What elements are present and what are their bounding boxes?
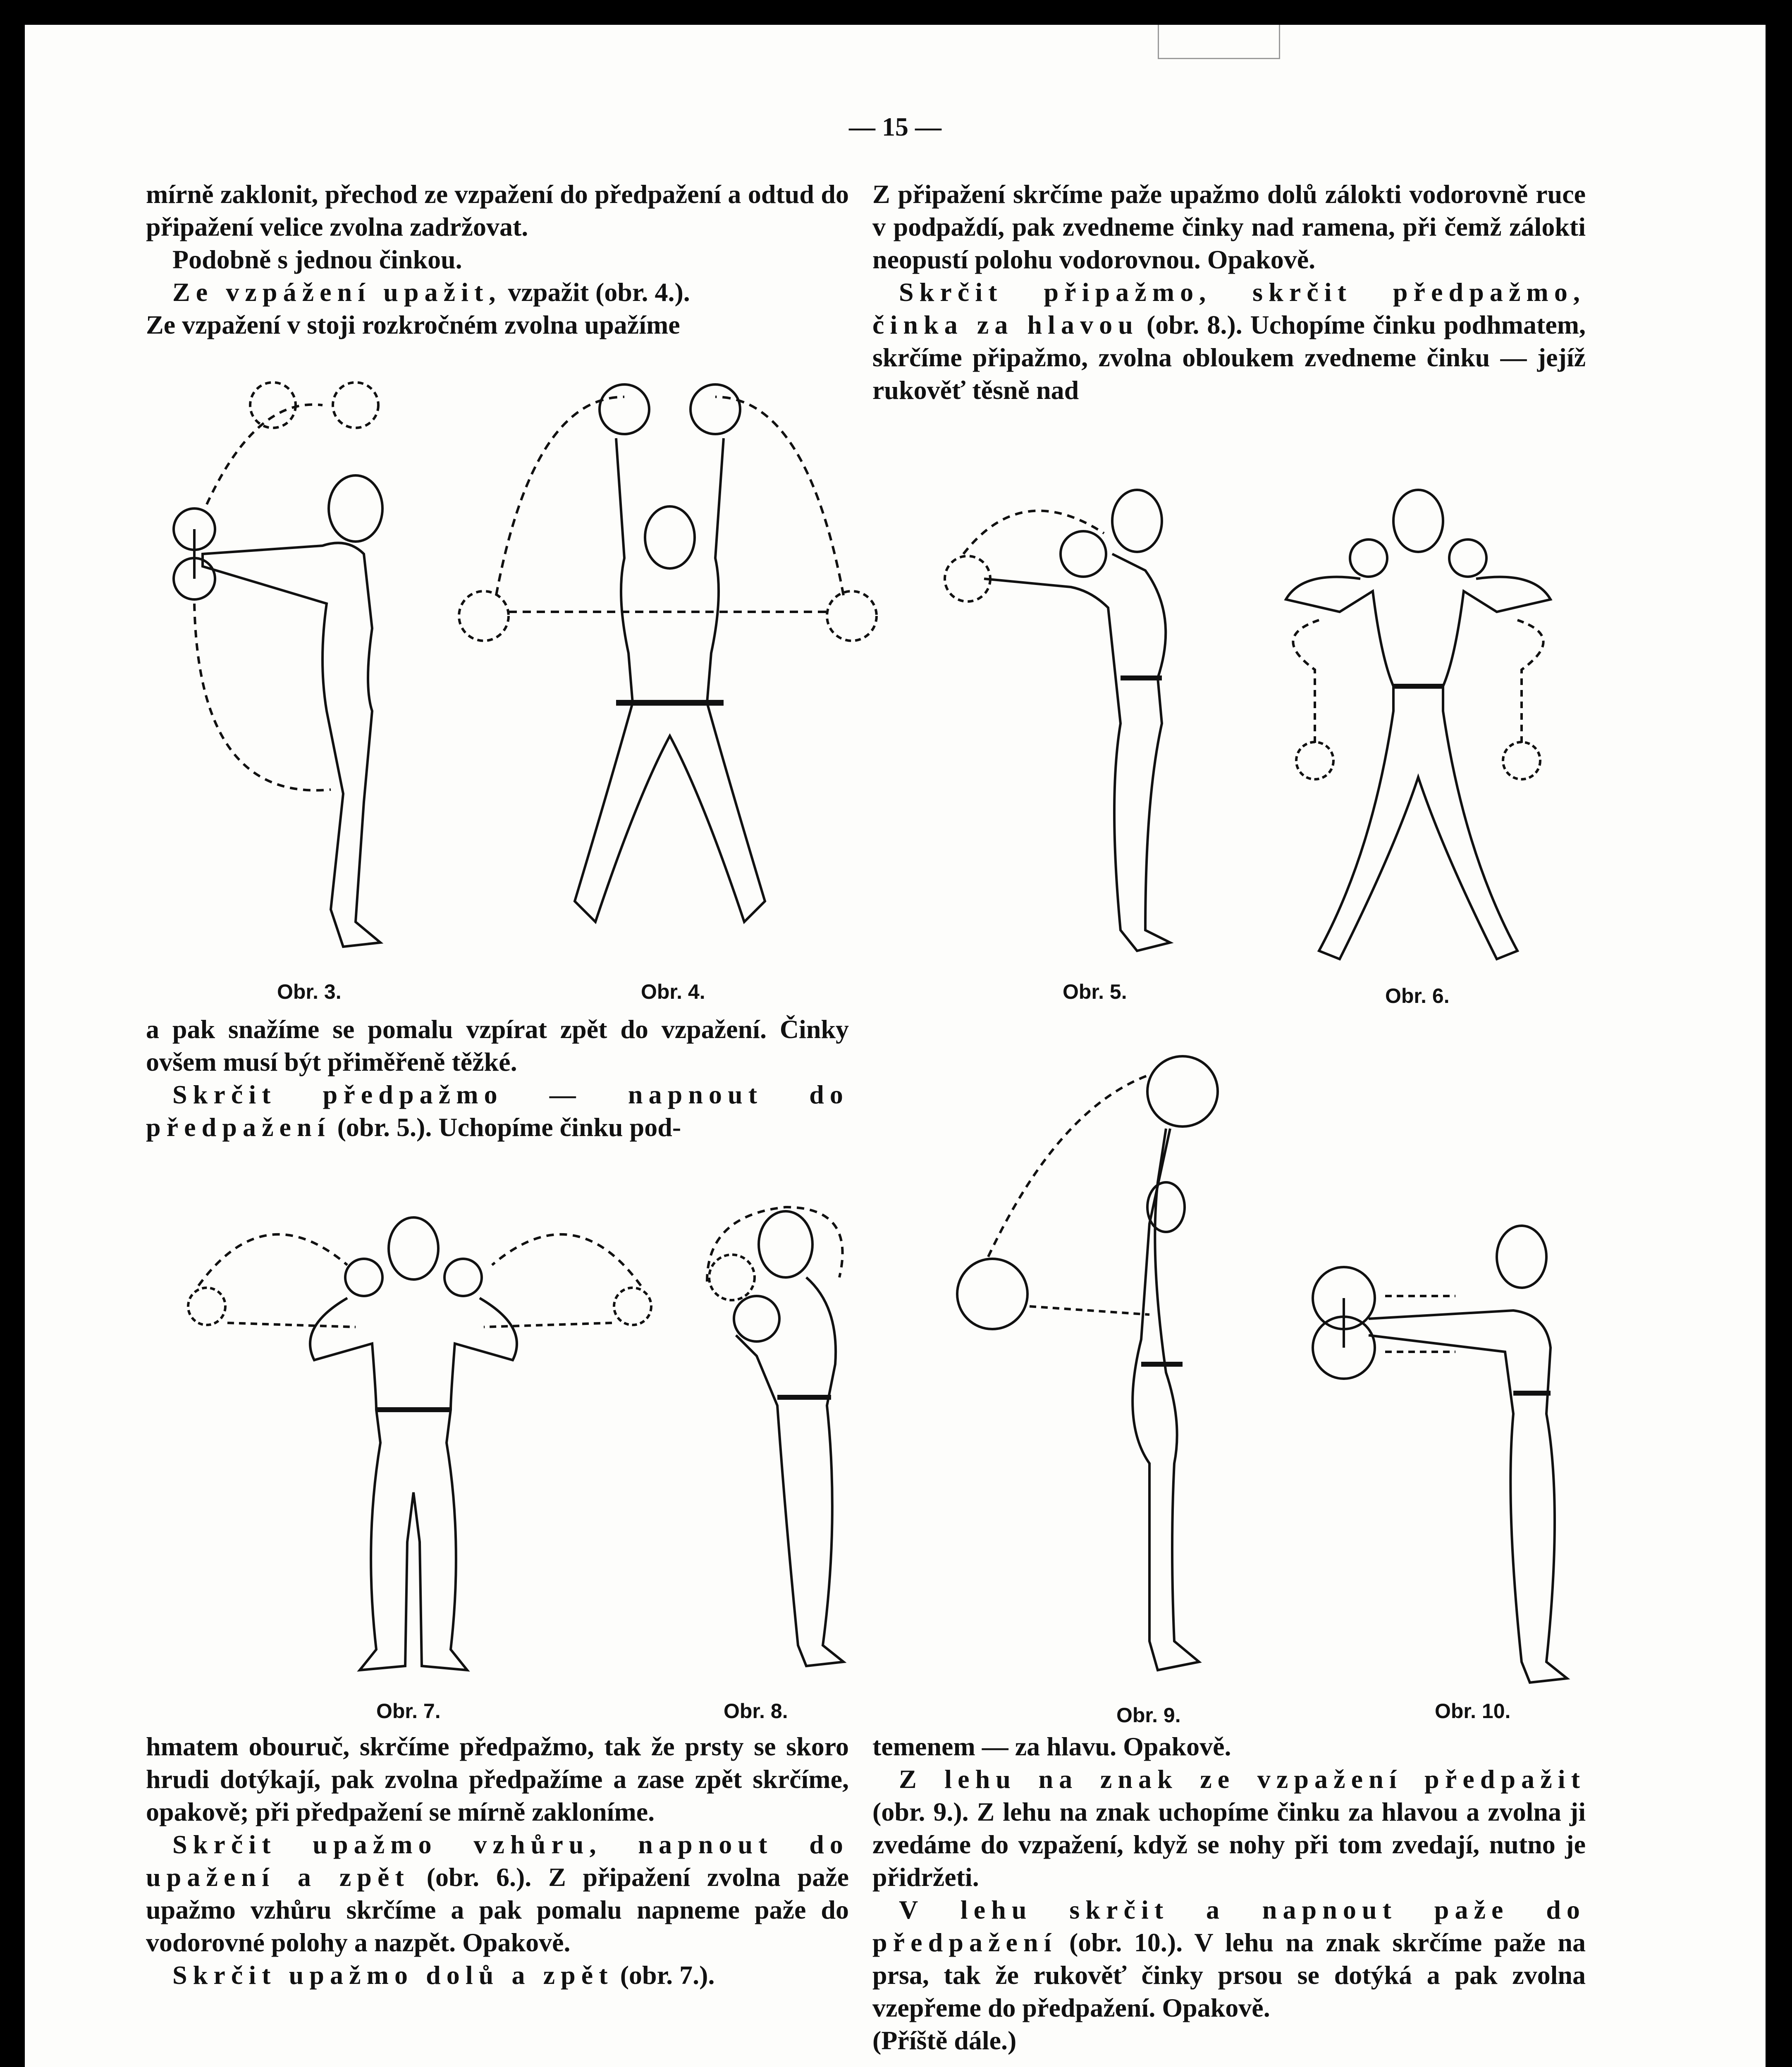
paragraph: Z připažení skrčíme paže upažmo dolů zálokti vodorovně ruce v podpaždí, pak zvedneme činky nad ramena, při čemž zálokti neopustí polohu vodorovnou. Opakově.	[872, 179, 1586, 274]
paragraph: a pak snažíme se pomalu vzpírat zpět do vzpažení. Činky ovšem musí být přiměřeně těžké.	[146, 1014, 849, 1076]
figure-caption: Obr. 10.	[1435, 1699, 1511, 1723]
figure-obr-8	[682, 1191, 889, 1723]
exercise-heading: Skrčit upažmo dolů a zpět	[172, 1960, 614, 1990]
figure-caption: Obr. 9.	[1116, 1704, 1181, 1727]
document-page	[25, 25, 1766, 2067]
paragraph	[146, 1078, 849, 1143]
figure-caption: Obr. 5.	[1063, 980, 1127, 1003]
paragraph-text: (obr. 8.). Uchopíme činku podhmatem, skrčíme připažmo, zvolna obloukem zvedneme činku — jejíž rukověť těsně nad	[872, 310, 1586, 405]
closing-note: (Příště dále.)	[872, 2026, 1017, 2055]
figure-obr-10	[1298, 1215, 1600, 1723]
text-column-top-left	[146, 178, 849, 341]
paragraph: Ze vzpažení v stoji rozkročném zvolna upažíme	[146, 310, 680, 339]
paragraph	[872, 1763, 1586, 1893]
text-column-middle-left	[146, 1013, 849, 1143]
figure-obr-9	[934, 1050, 1265, 1727]
paragraph-text: (obr. 5.). Uchopíme činku pod-	[337, 1112, 681, 1142]
figure-obr-6	[1236, 480, 1600, 1007]
paragraph: mírně zaklonit, přechod ze vzpažení do předpažení a odtud do připažení velice zvolna zadržovat.	[146, 179, 849, 241]
figure-caption: Obr. 6.	[1385, 984, 1450, 1007]
paragraph-text: (obr. 7.).	[620, 1960, 715, 1990]
paragraph	[146, 1828, 849, 1959]
text-column-bottom-right	[872, 1730, 1586, 2057]
text-column-bottom-left	[146, 1730, 849, 1991]
exercise-heading: Skrčit upažmo vzhůru, napnout do upažení a zpět	[146, 1830, 849, 1892]
exercise-heading: Ze vzpážení upažit,	[172, 277, 502, 307]
exercise-heading: Skrčit připažmo, skrčit předpažmo, činka za hlavou	[872, 277, 1586, 339]
figure-obr-5	[914, 484, 1211, 1003]
paragraph	[872, 1893, 1586, 2024]
paragraph: temenem — za hlavu. Opakově.	[872, 1732, 1231, 1761]
figure-caption: Obr. 7.	[376, 1699, 441, 1723]
paragraph-text: (obr. 10.). V lehu na znak skrčíme paže na prsa, tak že rukověť činky prsou se dotýká a pak zvolna vzepřeme do předpažení. Opakově.	[872, 1928, 1586, 2022]
paragraph: Podobně s jednou činkou.	[172, 245, 462, 274]
figure-obr-4	[438, 364, 885, 1003]
paragraph-text: (obr. 9.). Z lehu na znak uchopíme činku za hlavou a zvolna ji zvedáme do vzpažení, když se nohy při tom zvedají, nutno je přidržeti.	[872, 1797, 1586, 1892]
exercise-heading: Z lehu na znak ze vzpažení předpažit	[899, 1764, 1586, 1794]
figure-obr-3	[149, 372, 413, 1003]
exercise-heading: V lehu skrčit a napnout paže do předpažení	[872, 1895, 1586, 1957]
text-column-top-right	[872, 178, 1586, 406]
figure-caption: Obr. 4.	[641, 980, 705, 1003]
library-stamp	[1158, 25, 1280, 59]
figure-caption: Obr. 8.	[724, 1699, 788, 1723]
paragraph	[146, 276, 849, 308]
exercise-ref: vzpažit (obr. 4.).	[508, 277, 690, 307]
paragraph	[872, 276, 1586, 406]
page-number: — 15 —	[849, 112, 941, 141]
exercise-heading: Skrčit předpažmo — napnout do předpažení	[146, 1080, 849, 1142]
paragraph	[146, 1959, 849, 1991]
figure-caption: Obr. 3.	[277, 980, 342, 1003]
paragraph-text: (obr. 6.). Z připažení zvolna paže upažmo vzhůru skrčíme a pak pomalu napneme paže do vodorovné polohy a nazpět. Opakově.	[146, 1862, 849, 1957]
paragraph: hmatem obouruč, skrčíme předpažmo, tak že prsty se skoro hrudi dotýkají, pak zvolna předpažíme a zase zpět skrčíme, opakově; při předpažení se mírně zakloníme.	[146, 1732, 849, 1826]
figure-obr-7	[182, 1211, 657, 1723]
